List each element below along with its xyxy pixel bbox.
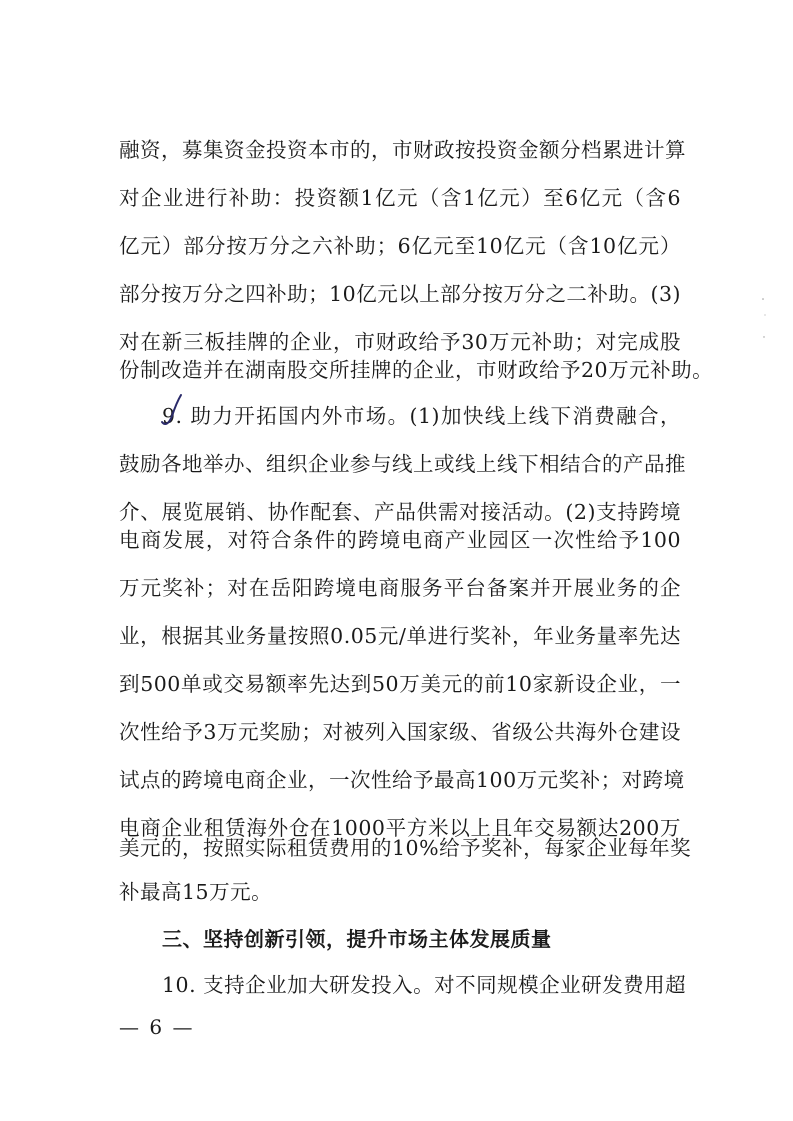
body-line-13: 到500单或交易额率先达到50万美元的前10家新设企业，一	[119, 672, 681, 696]
scan-specks	[760, 295, 770, 345]
body-line-3: 亿元）部分按万分之六补助；6亿元至10亿元（含10亿元）	[119, 234, 681, 258]
page-number: — 6 —	[119, 1015, 195, 1039]
body-line-6: 份制改造并在湖南股交所挂牌的企业，市财政给予20万元补助。	[119, 358, 714, 382]
body-line-10: 电商发展，对符合条件的跨境电商产业园区一次性给予100	[119, 528, 681, 552]
handwritten-checkmark-icon	[156, 392, 192, 428]
body-line-12: 业，根据其业务量按照0.05元/单进行奖补，年业务量率先达	[119, 624, 681, 648]
body-line-4: 部分按万分之四补助；10亿元以上部分按万分之二补助。(3)	[119, 282, 681, 306]
body-line-18: 补最高15万元。	[119, 880, 273, 904]
body-line-1: 融资，募集资金投资本市的，市财政按投资金额分档累进计算	[119, 138, 686, 162]
body-line-17: 美元的，按照实际租赁费用的10%给予奖补，每家企业每年奖	[119, 836, 692, 860]
section-heading: 三、坚持创新引领，提升市场主体发展质量	[162, 927, 552, 951]
item-9-line-1: 9. 助力开拓国内外市场。(1)加快线上线下消费融合，	[162, 404, 681, 428]
body-line-5: 对在新三板挂牌的企业，市财政给予30万元补助；对完成股	[119, 330, 681, 354]
body-line-9: 介、展览展销、协作配套、产品供需对接活动。(2)支持跨境	[119, 500, 681, 524]
body-line-16: 电商企业租赁海外仓在1000平方米以上且年交易额达200万	[119, 816, 681, 840]
body-line-14: 次性给予3万元奖励；对被列入国家级、省级公共海外仓建设	[119, 720, 681, 744]
item-10-line-1: 10. 支持企业加大研发投入。对不同规模企业研发费用超	[162, 973, 687, 997]
body-line-15: 试点的跨境电商企业，一次性给予最高100万元奖补；对跨境	[119, 768, 685, 792]
body-line-8: 鼓励各地举办、组织企业参与线上或线上线下相结合的产品推	[119, 452, 686, 476]
body-line-2: 对企业进行补助：投资额1亿元（含1亿元）至6亿元（含6	[119, 186, 681, 210]
body-line-11: 万元奖补；对在岳阳跨境电商服务平台备案并开展业务的企	[119, 576, 681, 600]
